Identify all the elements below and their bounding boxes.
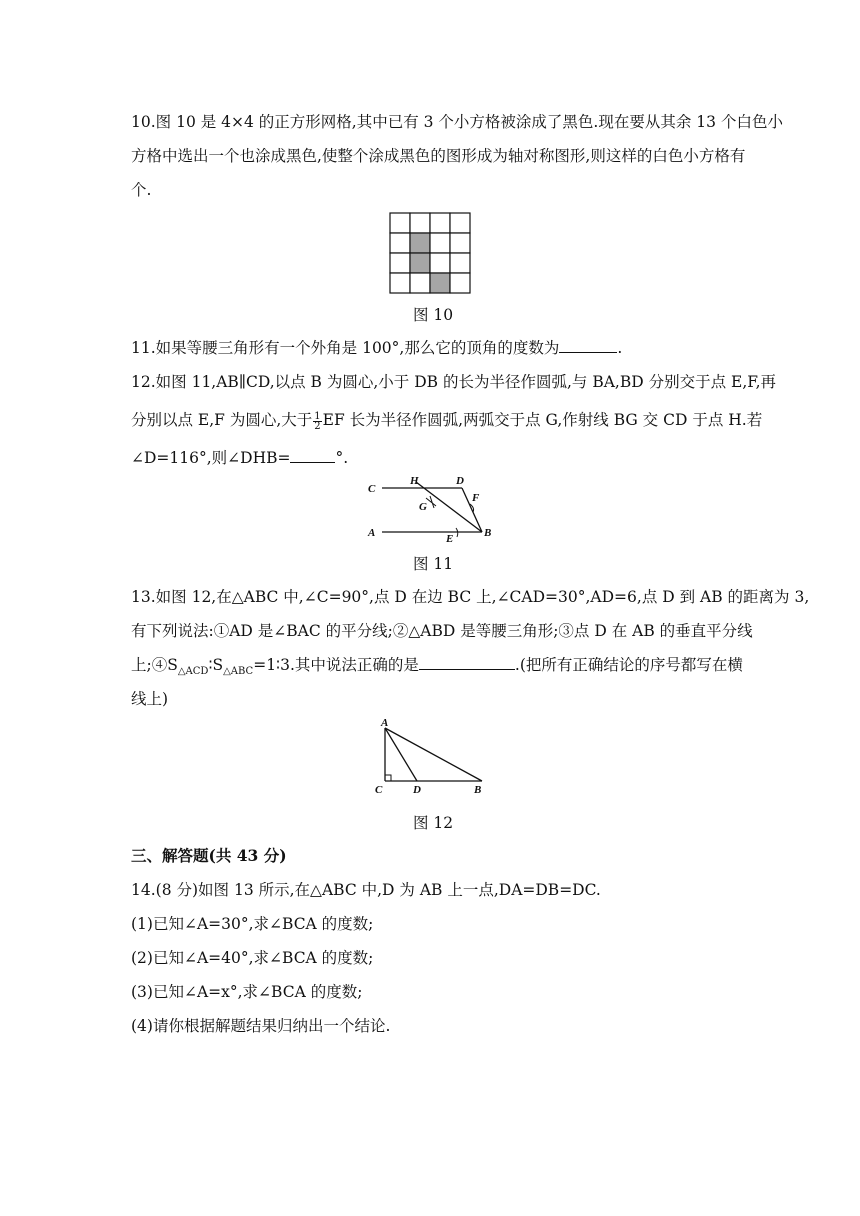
segment-ab [385, 728, 482, 781]
figure-12-caption: 图 12 [413, 814, 454, 832]
label-d: D [413, 784, 421, 796]
label-e: E [446, 533, 454, 545]
q14-part-2: (2)已知∠A=40°,求∠BCA 的度数; [131, 949, 374, 967]
grid-cell [430, 253, 450, 273]
q13-line-3 [131, 655, 743, 682]
q13-line-4: 线上) [131, 690, 169, 708]
grid-cell [450, 233, 470, 253]
segment-ad [385, 728, 417, 781]
q13-line-3b: ∶S [208, 656, 224, 674]
figure-10-grid [387, 210, 473, 296]
label-b: B [484, 527, 492, 539]
figure-12-triangle [370, 714, 496, 798]
q13-answer-blank [419, 655, 515, 670]
q10-line-1: 10.图 10 是 4×4 的正方形网格,其中已有 3 个小方格被涂成了黑色.现在要从其余 13 个白色小 [131, 113, 783, 131]
grid-cell [410, 273, 430, 293]
label-c: C [375, 784, 383, 796]
grid-cell [430, 213, 450, 233]
grid-cell [430, 233, 450, 253]
grid-cell-shaded [410, 233, 430, 253]
label-h: H [410, 475, 419, 487]
q12-line-3-text: ∠D=116°,则∠DHB= [131, 449, 291, 467]
section-heading: 三、解答题(共 43 分) [131, 846, 287, 865]
figure-11-diagram [364, 474, 504, 546]
grid-cell [410, 213, 430, 233]
q12-line-1: 12.如图 11,AB∥CD,以点 B 为圆心,小于 DB 的长为半径作圆弧,与 BA,BD 分别交于点 E,F,再 [131, 373, 777, 391]
q11-text: 11.如果等腰三角形有一个外角是 100°,那么它的顶角的度数为 [131, 339, 560, 357]
figure-10-caption: 图 10 [413, 306, 454, 324]
grid-cell [390, 233, 410, 253]
label-a: A [381, 717, 389, 729]
label-g: G [419, 501, 427, 513]
label-d: D [456, 475, 464, 487]
label-b: B [474, 784, 482, 796]
q13-line-3c: =1∶3.其中说法正确的是 [253, 656, 419, 674]
grid-cell-shaded [430, 273, 450, 293]
label-c: C [368, 483, 376, 495]
label-f: F [472, 492, 480, 504]
q12-line-2a: 分别以点 E,F 为圆心,大于 [131, 411, 313, 429]
q13-line-2: 有下列说法:①AD 是∠BAC 的平分线;②△ABD 是等腰三角形;③点 D 在 AB 的垂直平分线 [131, 622, 753, 640]
q10-line-2: 方格中选出一个也涂成黑色,使整个涂成黑色的图形成为轴对称图形,则这样的白色小方格有 [131, 147, 746, 165]
grid-cell [390, 213, 410, 233]
q13-line-3d: .(把所有正确结论的序号都写在横 [514, 656, 743, 674]
q14-intro: 14.(8 分)如图 13 所示,在△ABC 中,D 为 AB 上一点,DA=DB=DC. [131, 881, 601, 899]
grid-cell [450, 253, 470, 273]
subscript-acd: △ACD [177, 666, 209, 678]
q14-part-3: (3)已知∠A=x°,求∠BCA 的度数; [131, 983, 363, 1001]
right-angle-mark [385, 775, 391, 781]
arc-intersection-g [426, 496, 436, 508]
grid-cell [450, 213, 470, 233]
label-a: A [368, 527, 376, 539]
subscript-abc: △ABC [223, 666, 254, 678]
q13-line-3a: 上;④S [131, 656, 178, 674]
q12-line-2 [131, 410, 762, 431]
grid-cell-shaded [410, 253, 430, 273]
fraction-one-half: $\frac{1}{2}$ [314, 410, 321, 432]
q14-part-1: (1)已知∠A=30°,求∠BCA 的度数; [131, 915, 374, 933]
q12-answer-blank [290, 448, 335, 463]
q11-line [131, 338, 622, 358]
figure-11-caption: 图 11 [413, 555, 454, 573]
q14-part-4: (4)请你根据解题结果归纳出一个结论. [131, 1017, 391, 1035]
q13-line-1: 13.如图 12,在△ABC 中,∠C=90°,点 D 在边 BC 上,∠CAD=30°,AD=6,点 D 到 AB 的距离为 3, [131, 588, 810, 606]
q12-line-3 [131, 448, 348, 468]
q12-line-2b: EF 长为半径作圆弧,两弧交于点 G,作射线 BG 交 CD 于点 H.若 [322, 411, 763, 429]
q11-end: . [617, 339, 623, 357]
q10-line-3: 个. [131, 181, 152, 199]
grid-cell [450, 273, 470, 293]
q11-answer-blank [559, 338, 617, 353]
grid-cell [390, 253, 410, 273]
grid-cell [390, 273, 410, 293]
q12-line-3-end: °. [335, 449, 349, 467]
